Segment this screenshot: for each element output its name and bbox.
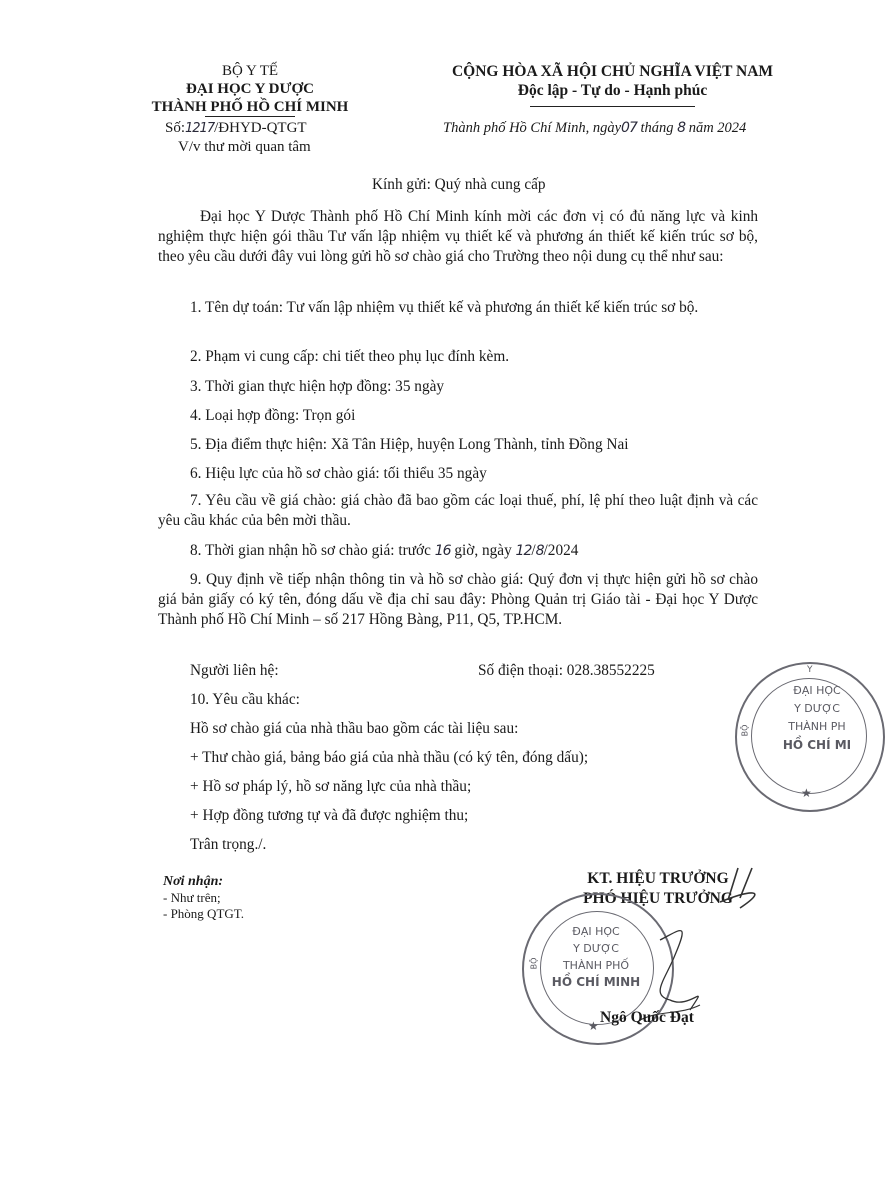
salutation: Kính gửi: Quý nhà cung cấp xyxy=(372,176,546,193)
handwritten-doc-number: 1217 xyxy=(185,121,215,136)
side-stamp-line1: ĐẠI HỌC xyxy=(793,684,841,697)
contact-phone: Số điện thoại: 028.38552225 xyxy=(478,662,655,679)
issue-date: Thành phố Hồ Chí Minh, ngày07 tháng 8 năm 2024 xyxy=(443,120,747,136)
documents-intro: Hồ sơ chào giá của nhà thầu bao gồm các tài liệu sau: xyxy=(190,720,519,737)
side-stamp: Y BỘ ĐẠI HỌC Y DƯỢC THÀNH PH HỒ CHÍ MI ★ xyxy=(735,662,885,812)
recipients xyxy=(163,874,244,922)
stamp-line1: ĐẠI HỌC xyxy=(572,925,620,938)
recipient-2: - Phòng QTGT. xyxy=(163,906,245,921)
org-name-line2: THÀNH PHỐ HỒ CHÍ MINH xyxy=(151,99,349,115)
signer-role-1: KT. HIỆU TRƯỞNG xyxy=(587,870,729,887)
handwritten-deadline-month: 8 xyxy=(535,543,544,559)
intro-paragraph: Đại học Y Dược Thành phố Hồ Chí Minh kính mời các đơn vị có đủ năng lực và kinh nghiệm thực hiện gói thầu Tư vấn lập nhiệm vụ thiết kế và phương án thiết kế kiến trúc sơ bộ, theo yêu cầu dưới đây vui lòng gửi hồ sơ chào giá cho Trường theo nội dung cụ thể như sau: xyxy=(158,208,758,265)
side-stamp-line4: HỒ CHÍ MI xyxy=(782,738,852,752)
document-req-1: + Thư chào giá, bảng báo giá của nhà thầu (có ký tên, đóng dấu); xyxy=(190,749,589,766)
stamp-line2: Y DƯỢC xyxy=(573,942,619,955)
recipient-1: - Như trên; xyxy=(163,890,221,905)
document-number: Số:1217/ĐHYD-QTGT xyxy=(165,120,307,136)
signer-role-2: PHÓ HIỆU TRƯỞNG xyxy=(583,890,733,907)
document-subject: V/v thư mời quan tâm xyxy=(178,139,311,155)
item-1: 1. Tên dự toán: Tư vấn lập nhiệm vụ thiết kế và phương án thiết kế kiến trúc sơ bộ. xyxy=(190,299,699,316)
item-9: 9. Quy định về tiếp nhận thông tin và hồ sơ chào giá: Quý đơn vị thực hiện gửi hồ sơ chào giá bản giấy có ký tên, đóng dấu về địa chỉ sau đây: Phòng Quản trị Giáo tài - Đại học Y Dược Thành phố Hồ Chí Minh – số 217 Hồng Bàng, P11, Q5, TP.HCM. xyxy=(158,571,758,628)
national-motto: Độc lập - Tự do - Hạnh phúc xyxy=(517,82,708,99)
handwritten-deadline-day: 12 xyxy=(515,543,532,559)
national-title: CỘNG HÒA XÃ HỘI CHỦ NGHĨA VIỆT NAM xyxy=(451,63,774,80)
stamp-star-icon: ★ xyxy=(588,1019,599,1033)
item-3: 3. Thời gian thực hiện hợp đồng: 35 ngày xyxy=(190,378,445,395)
side-stamp-star-icon: ★ xyxy=(801,786,812,800)
item-5: 5. Địa điểm thực hiện: Xã Tân Hiệp, huyện Long Thành, tỉnh Đồng Nai xyxy=(190,436,629,453)
header-left-rule xyxy=(205,116,295,117)
org-name-line1: ĐẠI HỌC Y DƯỢC xyxy=(186,81,314,97)
item-2: 2. Phạm vi cung cấp: chi tiết theo phụ lục đính kèm. xyxy=(190,348,510,365)
item-10: 10. Yêu cầu khác: xyxy=(190,691,300,708)
official-stamp: BỘ ĐẠI HỌC Y DƯỢC THÀNH PHỐ HỒ CHÍ MINH ★ xyxy=(522,893,674,1045)
side-stamp-line2: Y DƯỢC xyxy=(794,702,840,715)
ministry-name: BỘ Y TẾ xyxy=(221,63,279,79)
motto-rule xyxy=(530,106,695,107)
recipients-title: Nơi nhận: xyxy=(163,874,224,889)
item-8: 8. Thời gian nhận hồ sơ chào giá: trước 16 giờ, ngày 12/8/2024 xyxy=(190,542,579,559)
stamp-line3: THÀNH PHỐ xyxy=(562,959,630,972)
handwritten-hour: 16 xyxy=(434,543,451,559)
item-7: 7. Yêu cầu về giá chào: giá chào đã bao gồm các loại thuế, phí, lệ phí theo luật định và các yêu cầu khác của bên mời thầu. xyxy=(158,492,758,529)
side-stamp-line3: THÀNH PH xyxy=(788,720,846,733)
document-req-3: + Hợp đồng tương tự và đã được nghiệm thu; xyxy=(190,807,469,824)
closing: Trân trọng./. xyxy=(190,836,267,853)
signer-name: Ngô Quốc Đạt xyxy=(600,1009,694,1026)
handwritten-month: 8 xyxy=(677,120,686,136)
contact-label: Người liên hệ: xyxy=(190,662,279,679)
header-left xyxy=(130,62,370,117)
handwritten-day: 07 xyxy=(621,120,637,136)
item-4: 4. Loại hợp đồng: Trọn gói xyxy=(190,407,356,424)
item-6: 6. Hiệu lực của hồ sơ chào giá: tối thiểu 35 ngày xyxy=(190,465,487,482)
header-right xyxy=(400,62,825,100)
document-req-2: + Hồ sơ pháp lý, hồ sơ năng lực của nhà thầu; xyxy=(190,778,472,795)
stamp-line4: HỒ CHÍ MINH xyxy=(551,975,641,989)
